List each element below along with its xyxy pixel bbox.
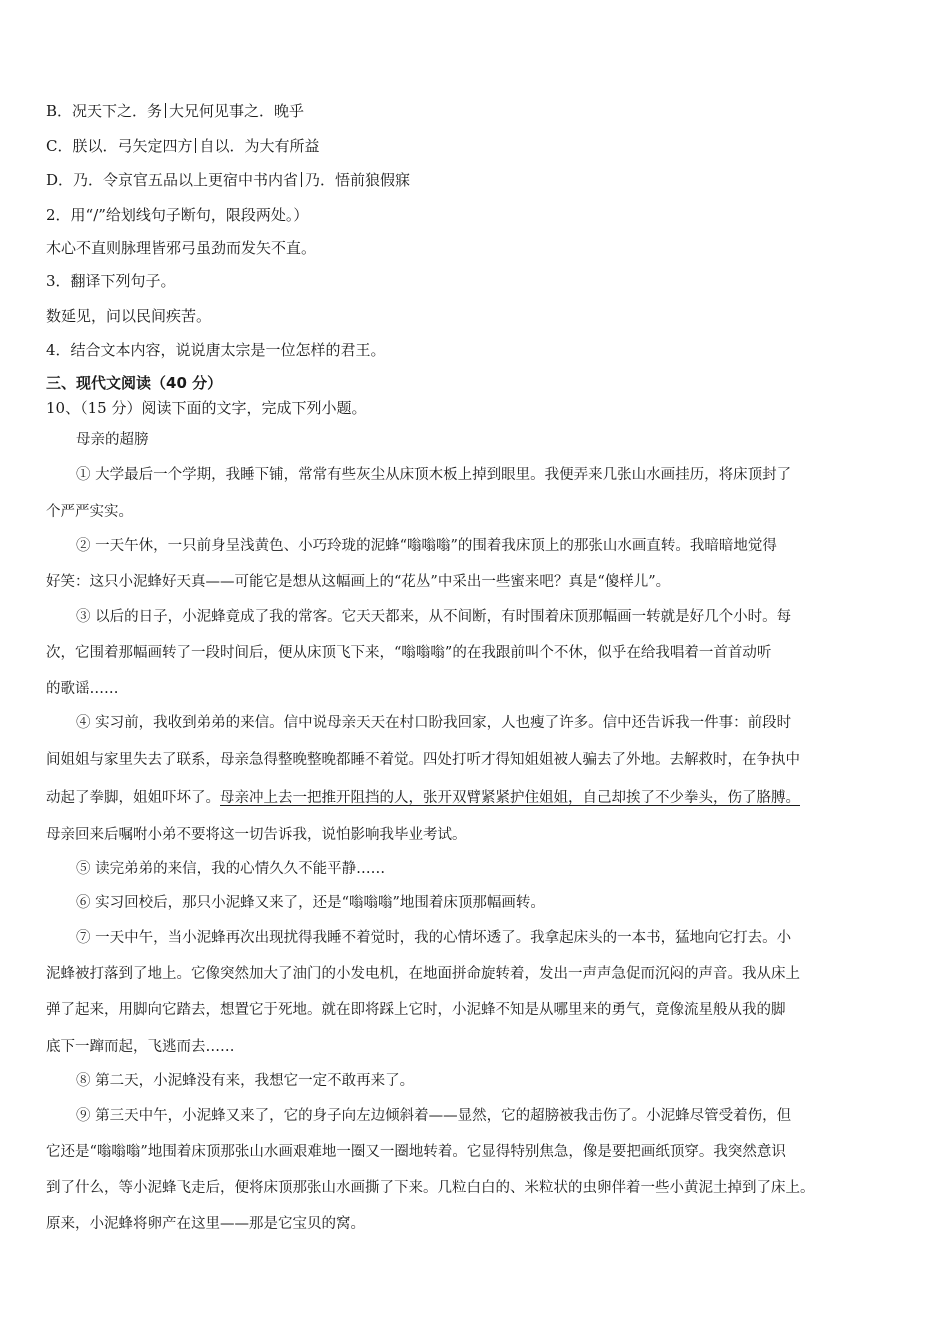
option-c-part1: C．朕以．弓矢定四方 [46, 137, 193, 155]
paragraph-9-line: 到了什么，等小泥蜂飞走后，便将床顶那张山水画撕了下来。几粒白白的、米粒状的虫卵伴着一些小黄泥土掉到了床上。 [46, 1180, 815, 1196]
question-10: 10、（15 分）阅读下面的文字，完成下列小题。 [46, 399, 367, 417]
paragraph-6-line: ⑥ 实习回校后，那只小泥蜂又来了，还是“嗡嗡嗡”地围着床顶那幅画转。 [76, 895, 545, 911]
question-3-text: 数延见，问以民间疾苦。 [46, 307, 212, 325]
paragraph-1-line: 个严严实实。 [46, 504, 133, 520]
separator-mark [301, 172, 302, 187]
paragraph-4-text: 动起了拳脚，姐姐吓坏了。 [46, 790, 220, 806]
separator-mark [165, 103, 166, 118]
paragraph-8-line: ⑧ 第二天，小泥蜂没有来，我想它一定不敢再来了。 [76, 1073, 415, 1089]
option-b-part1: B．况天下之．务 [46, 102, 163, 120]
option-d-part2: 乃．悟前狼假寐 [305, 171, 411, 189]
paragraph-7-line: 弹了起来，用脚向它踏去，想置它于死地。就在即将踩上它时，小泥蜂不知是从哪里来的勇气，竟像流星般从我的脚 [46, 1002, 786, 1018]
paragraph-9-line: ⑨ 第三天中午，小泥蜂又来了，它的身子向左边倾斜着——显然，它的超膀被我击伤了。小泥蜂尽管受着伤，但 [76, 1108, 792, 1124]
paragraph-4-line: ④ 实习前，我收到弟弟的来信。信中说母亲天天在村口盼我回家，人也瘦了许多。信中还告诉我一件事：前段时 [76, 715, 792, 731]
question-3: 3．翻译下列句子。 [46, 272, 176, 290]
option-d-part1: D．乃．令京官五品以上更宿中书内省 [46, 171, 299, 189]
option-b-part2: 大兄何见事之．晚乎 [169, 102, 305, 120]
paragraph-5-line: ⑤ 读完弟弟的来信，我的心情久久不能平静…… [76, 861, 386, 877]
paragraph-9-line: 原来，小泥蜂将卵产在这里——那是它宝贝的窝。 [46, 1216, 365, 1232]
paragraph-4-line: 间姐姐与家里失去了联系，母亲急得整晚整晚都睡不着觉。四处打听才得知姐姐被人骗去了外地。去解救时，在争执中 [46, 752, 800, 768]
passage-title: 母亲的超膀 [76, 432, 149, 448]
paragraph-9-line: 它还是“嗡嗡嗡”地围着床顶那张山水画艰难地一圈又一圈地转着。它显得特别焦急，像是要把画纸顶穿。我突然意识 [46, 1144, 786, 1160]
paragraph-3-line: ③ 以后的日子，小泥蜂竟成了我的常客。它天天都来，从不间断，有时围着床顶那幅画一转就是好几个小时。每 [76, 609, 792, 625]
option-d [46, 170, 906, 190]
underlined-sentence: 母亲冲上去一把推开阻挡的人，张开双臂紧紧护住姐姐，自己却挨了不少拳头，伤了胳膊。 [220, 790, 800, 806]
option-b [46, 101, 906, 121]
paragraph-4-line [46, 788, 906, 808]
question-2: 2．用“/”给划线句子断句，限段两处。） [46, 206, 309, 224]
paragraph-1-line: ① 大学最后一个学期，我睡下铺，常常有些灰尘从床顶木板上掉到眼里。我便弄来几张山水画挂历，将床顶封了 [76, 467, 792, 483]
paragraph-2-line: ② 一天午休，一只前身呈浅黄色、小巧玲珑的泥蜂“嗡嗡嗡”的围着我床顶上的那张山水画直转。我暗暗地觉得 [76, 538, 777, 554]
option-c [46, 136, 906, 156]
question-4: 4．结合文本内容，说说唐太宗是一位怎样的君王。 [46, 341, 386, 359]
question-2-text: 木心不直则脉理皆邪弓虽劲而发矢不直。 [46, 239, 317, 257]
paragraph-7-line: 底下一蹿而起，飞逃而去…… [46, 1039, 235, 1055]
separator-mark [195, 138, 196, 153]
paragraph-7-line: ⑦ 一天中午，当小泥蜂再次出现扰得我睡不着觉时，我的心情坏透了。我拿起床头的一本书，猛地向它打去。小 [76, 930, 792, 946]
paragraph-7-line: 泥蜂被打落到了地上。它像突然加大了油门的小发电机，在地面拼命旋转着，发出一声声急促而沉闷的声音。我从床上 [46, 966, 800, 982]
paragraph-3-line: 次，它围着那幅画转了一段时间后，便从床顶飞下来，“嗡嗡嗡”的在我跟前叫个不休，似乎在给我唱着一首首动听 [46, 645, 772, 661]
paragraph-4-line: 母亲回来后嘱咐小弟不要将这一切告诉我，说怕影响我毕业考试。 [46, 827, 467, 843]
paragraph-3-line: 的歌谣…… [46, 681, 119, 697]
option-c-part2: 自以．为大有所益 [199, 137, 320, 155]
paragraph-2-line: 好笑：这只小泥蜂好天真——可能它是想从这幅画上的“花丛”中采出一些蜜来吧？真是“傻样儿”。 [46, 574, 671, 590]
section-heading: 三、现代文阅读（40 分） [46, 374, 223, 392]
